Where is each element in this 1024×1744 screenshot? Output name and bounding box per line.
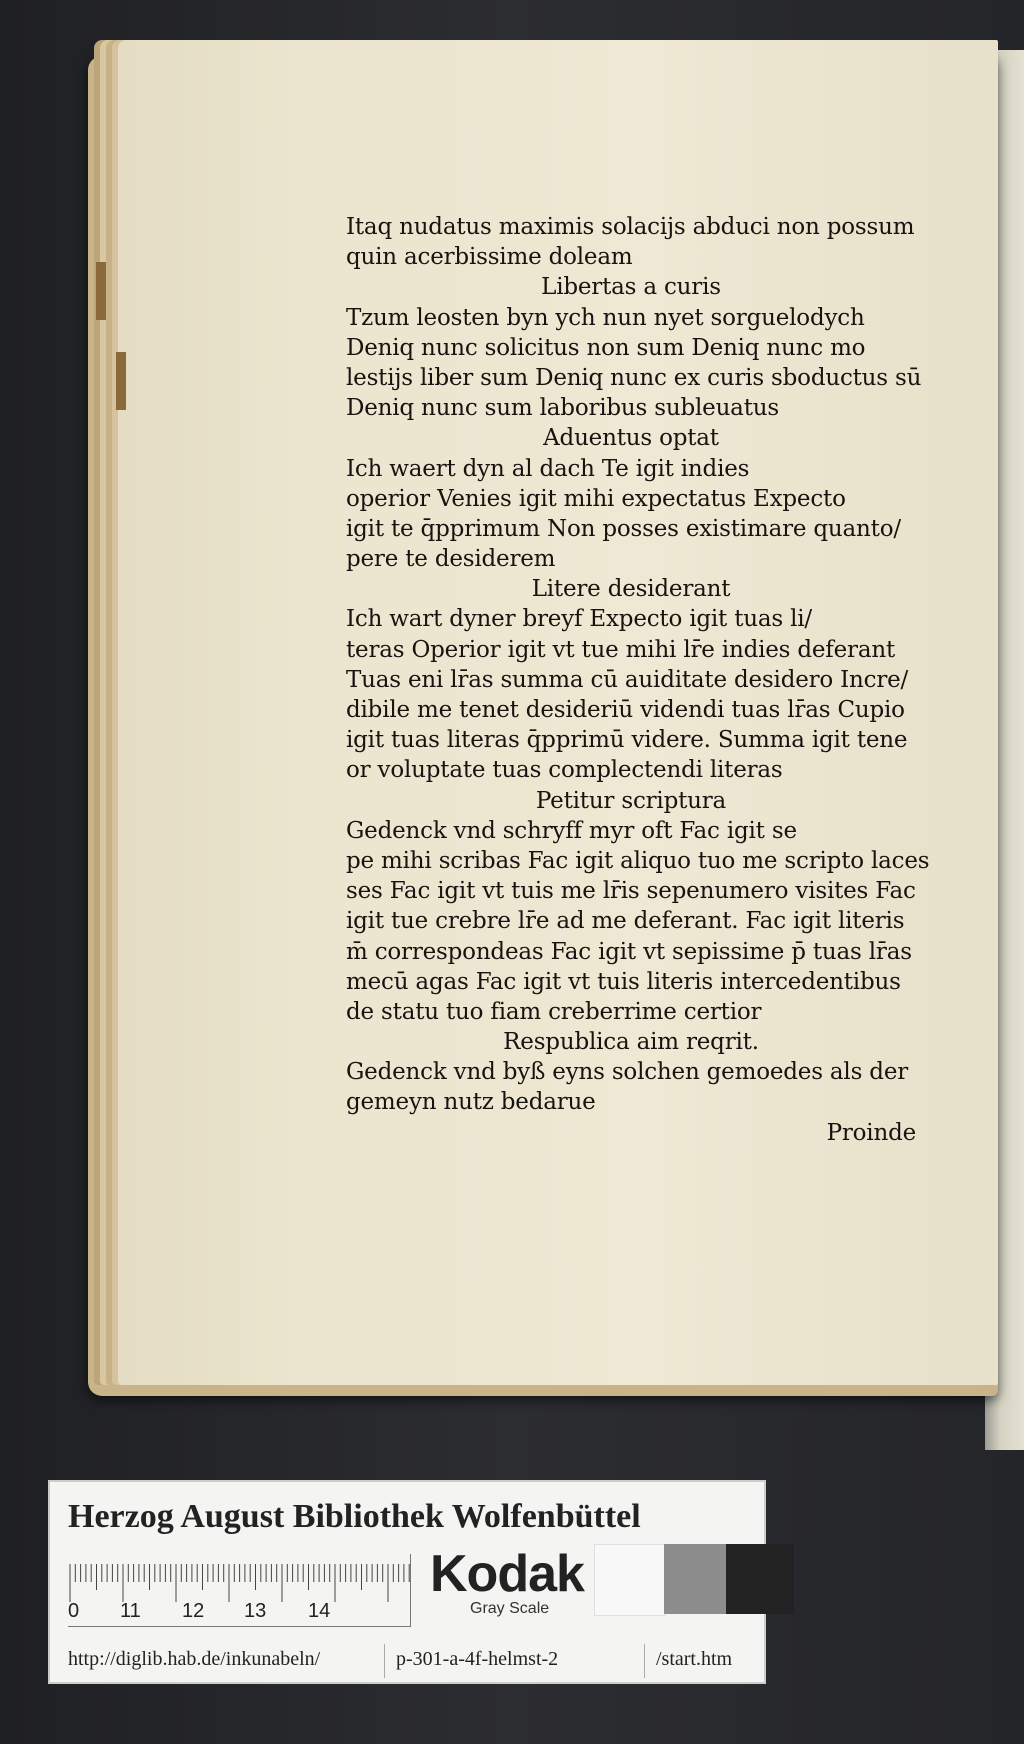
gray-swatch [664, 1544, 726, 1614]
text-line: or voluptate tuas complectendi literas [346, 757, 783, 784]
text-line: Deniq nunc sum laboribus subleuatus [346, 395, 779, 422]
text-line: gemeyn nutz bedarue [346, 1089, 596, 1116]
ruler-number: 12 [182, 1600, 205, 1622]
section-heading: Litere desiderant [531, 576, 731, 603]
text-line: Gedenck vnd byß eyns solchen gemoedes als der [346, 1059, 909, 1086]
manuscript-text [346, 212, 930, 1148]
text-line: Itaq nudatus maximis solacijs abduci non possum [346, 214, 915, 240]
ruler-number: 0 [68, 1600, 80, 1622]
ruler-number: 14 [308, 1600, 331, 1622]
text-line: igit tuas literas q̄pprimū videre. Summa igit tene [346, 727, 908, 754]
url-divider [384, 1644, 385, 1678]
ruler-number: 13 [244, 1600, 267, 1622]
text-line: lestijs liber sum Deniq nunc ex curis sboductus sū [346, 364, 922, 391]
text-line: igit tue crebre lr̄e ad me deferant. Fac igit literis [346, 908, 905, 935]
text-line: teras Operior igit vt tue mihi lr̄e indies deferant [346, 636, 895, 663]
section-heading: Aduentus optat [543, 425, 719, 452]
page-tab-marker [116, 352, 126, 410]
url-divider [644, 1644, 645, 1678]
section-heading: Libertas a curis [541, 274, 721, 301]
text-line: quin acerbissime doleam [346, 244, 633, 271]
text-line: pere te desiderem [346, 546, 556, 573]
text-line: pe mihi scribas Fac igit aliquo tuo me scripto laces [346, 847, 930, 874]
section-heading: Petitur scriptura [535, 787, 727, 814]
text-line: Tzum leosten byn ych nun nyet sorguelodych [346, 304, 865, 331]
text-line: ses Fac igit vt tuis me lr̄is sepenumero visites Fac [346, 878, 916, 905]
text-line: Tuas eni lr̄as summa cū auiditate desidero Incre/ [346, 666, 909, 693]
text-line: dibile me tenet desideriū videndi tuas lr̄as Cupio [346, 697, 905, 723]
kodak-logo: Kodak [430, 1545, 584, 1603]
text-line: de statu tuo fiam creberrime certior [346, 998, 762, 1025]
text-line: Ich wart dyner breyf Expecto igit tuas li/ [346, 606, 812, 633]
url-start: /start.htm [656, 1648, 733, 1670]
url-shelfmark: p-301-a-4f-helmst-2 [396, 1648, 559, 1670]
text-line: Ich waert dyn al dach Te igit indies [346, 455, 750, 482]
gray-scale-label: Gray Scale [470, 1600, 550, 1617]
section-heading: Proinde [826, 1119, 916, 1146]
text-line: Gedenck vnd schryff myr oft Fac igit se [346, 817, 797, 844]
text-line: mecū agas Fac igit vt tuis literis intercedentibus [346, 968, 901, 995]
text-line: operior Venies igit mihi expectatus Expecto [346, 485, 846, 512]
library-title: Herzog August Bibliothek Wolfenbüttel [68, 1498, 641, 1535]
text-line: Deniq nunc solicitus non sum Deniq nunc mo [346, 334, 866, 361]
url-base: http://diglib.hab.de/inkunabeln/ [68, 1648, 321, 1670]
white-swatch [594, 1544, 666, 1616]
section-heading: Respublica aim reqrit. [503, 1029, 759, 1056]
page-tab-marker [96, 262, 106, 320]
text-line: m̄ correspondeas Fac igit vt sepissime p̄ tuas lr̄as [346, 938, 912, 965]
scale-card [48, 1480, 766, 1684]
ruler-number: 11 [120, 1600, 141, 1622]
black-swatch [726, 1544, 794, 1614]
text-line: igit te q̄pprimum Non posses existimare quanto/ [346, 515, 901, 542]
